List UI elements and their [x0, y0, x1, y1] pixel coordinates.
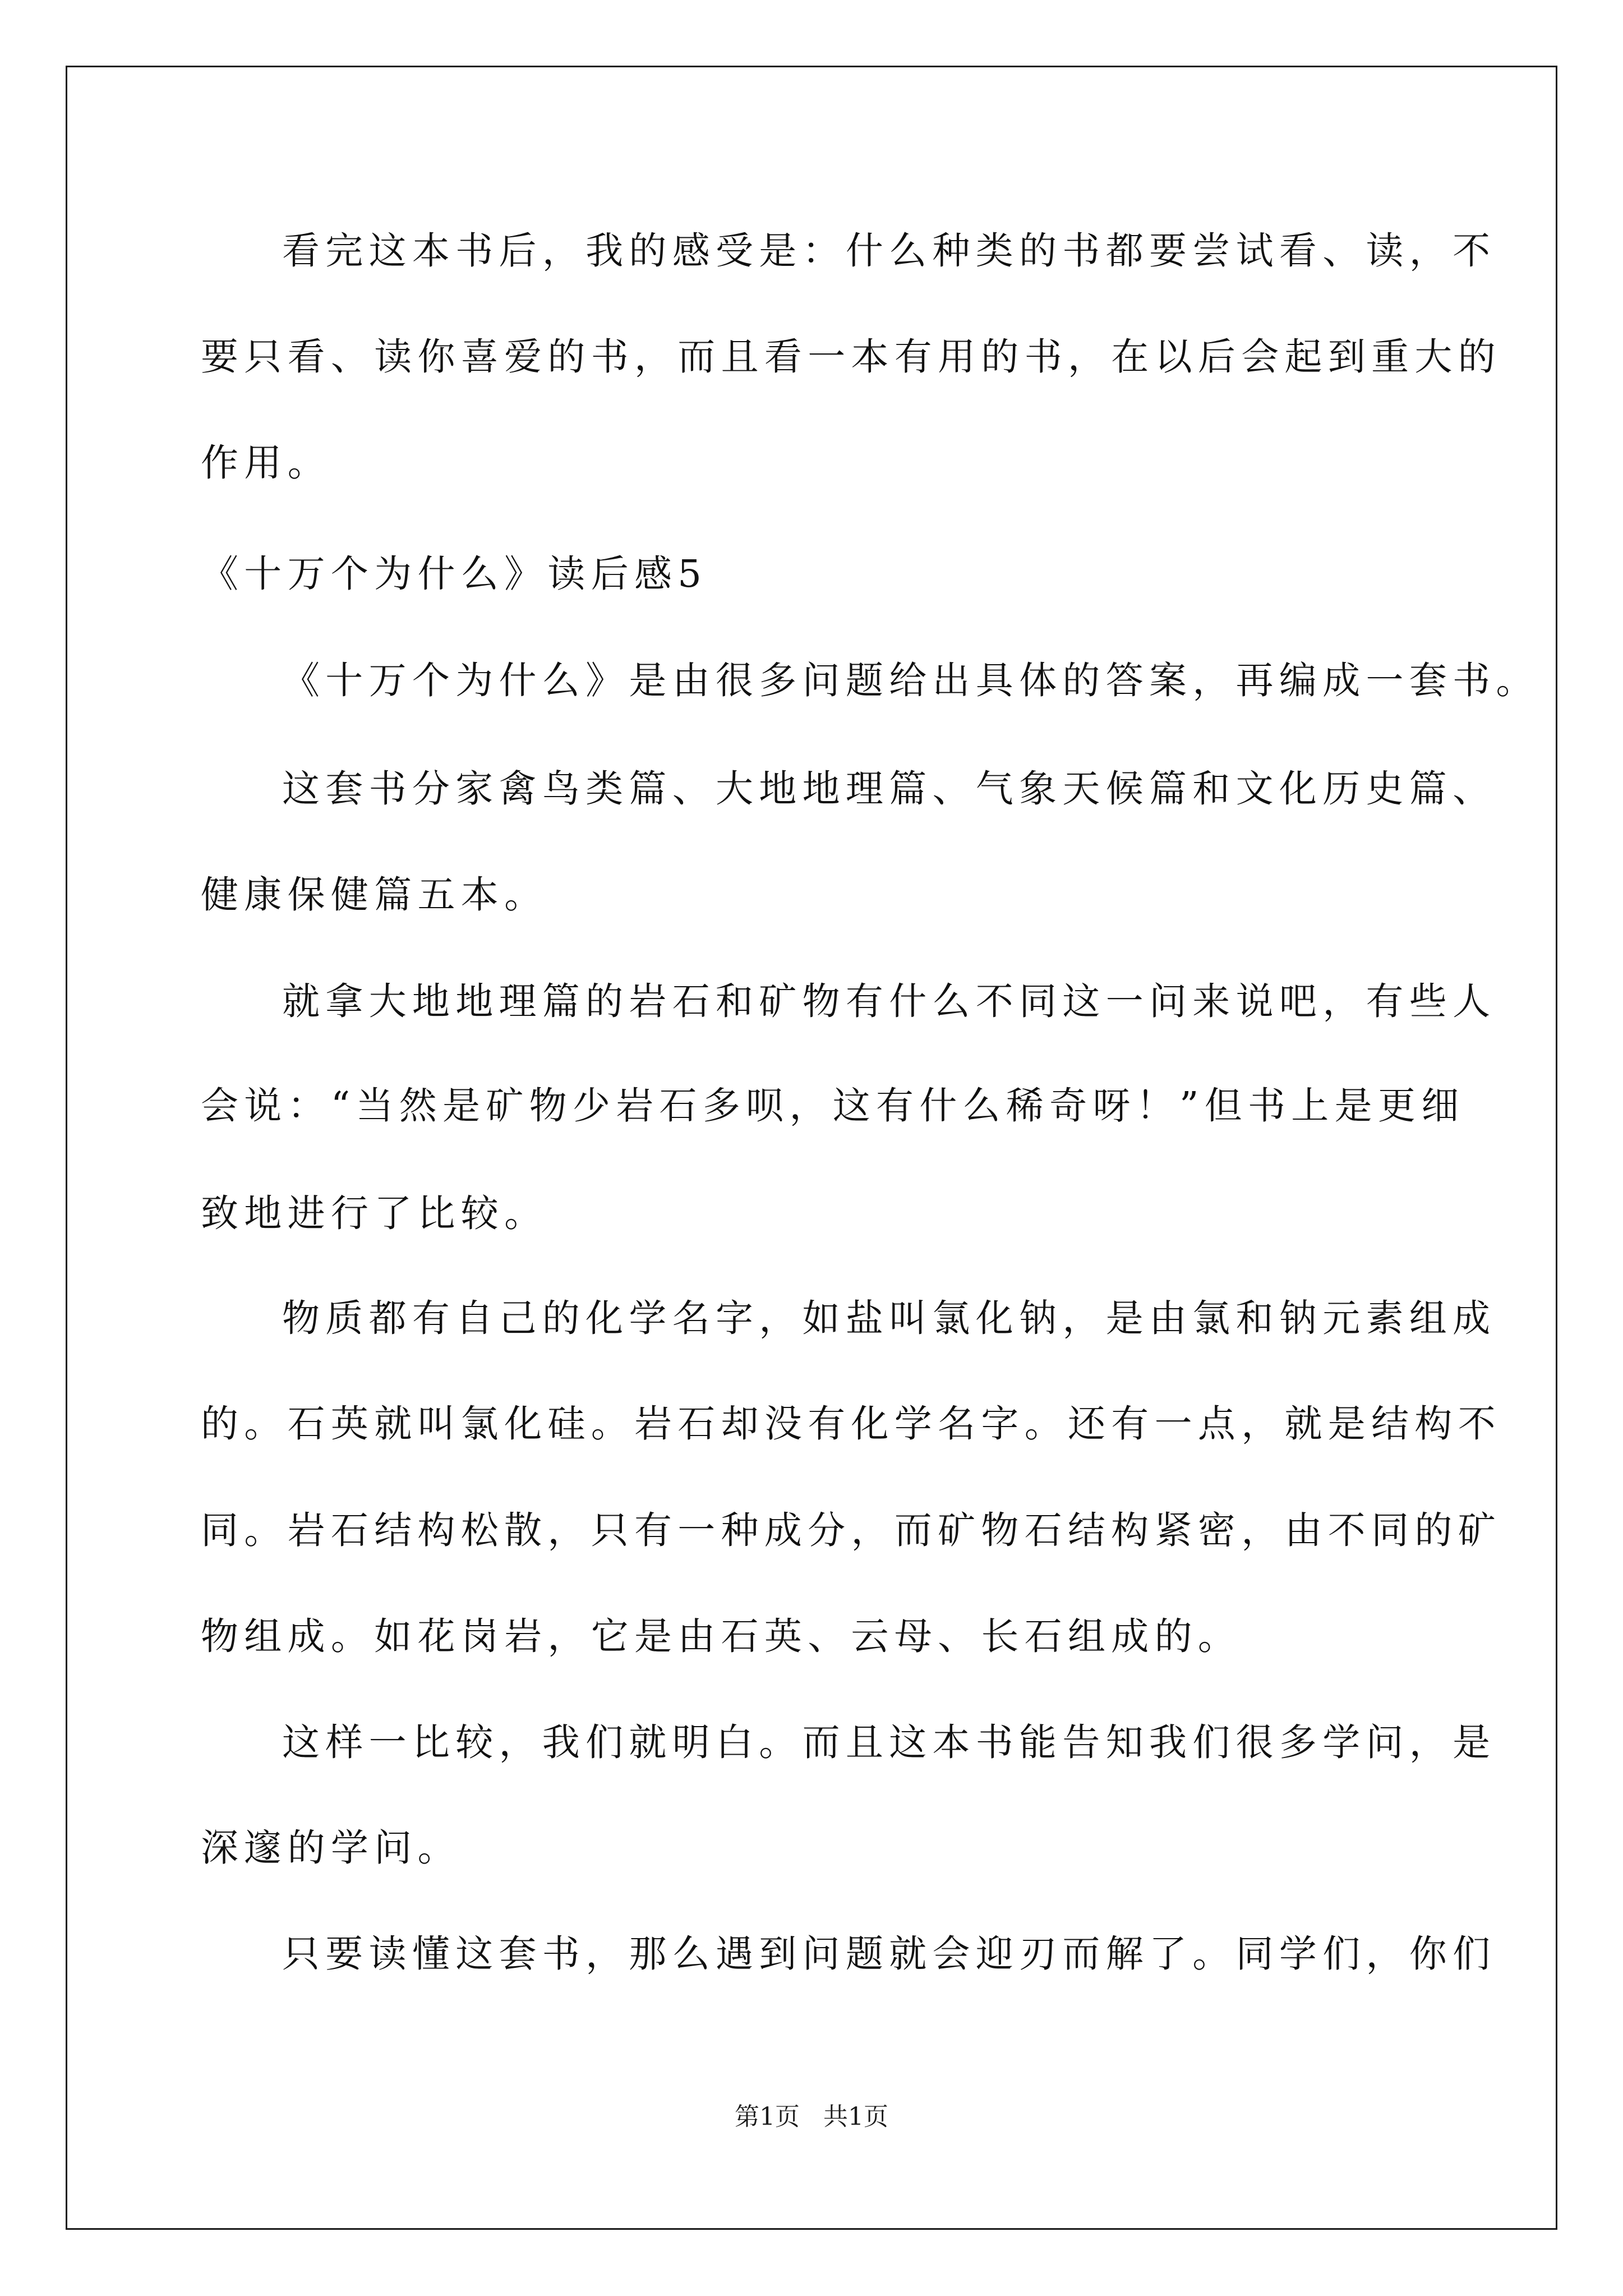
- paragraph-line: 的。石英就叫氯化硅。岩石却没有化学名字。还有一点，就是结构不: [201, 1402, 1501, 1446]
- paragraph-line: 只要读懂这套书，那么遇到问题就会迎刃而解了。同学们，你们: [282, 1932, 1496, 1976]
- paragraph-line: 致地进行了比较。: [201, 1191, 548, 1235]
- paragraph-line: 看完这本书后，我的感受是：什么种类的书都要尝试看、读，不: [282, 229, 1496, 273]
- paragraph-line: 这套书分家禽鸟类篇、大地地理篇、气象天候篇和文化历史篇、: [282, 767, 1496, 811]
- paragraph-line: 同。岩石结构松散，只有一种成分，而矿物石结构紧密，由不同的矿: [201, 1508, 1501, 1552]
- paragraph-line: 深邃的学问。: [201, 1826, 461, 1870]
- paragraph-line: 作用。: [201, 441, 331, 485]
- page-border: [66, 66, 1557, 2230]
- paragraph-line: 物组成。如花岗岩，它是由石英、云母、长石组成的。: [201, 1614, 1242, 1658]
- page-number-footer: 第1页 共1页: [735, 2102, 888, 2131]
- paragraph-line: 会说：“当然是矿物少岩石多呗，这有什么稀奇呀！”但书上是更细: [201, 1084, 1465, 1128]
- paragraph-line: 健康保健篇五本。: [201, 873, 548, 917]
- paragraph-line: 就拿大地地理篇的岩石和矿物有什么不同这一问来说吧，有些人: [282, 979, 1496, 1023]
- paragraph-line: 这样一比较，我们就明白。而且这本书能告知我们很多学问，是: [282, 1720, 1496, 1764]
- paragraph-line: 物质都有自己的化学名字，如盐叫氯化钠，是由氯和钠元素组成: [282, 1296, 1496, 1340]
- paragraph-line: 要只看、读你喜爱的书，而且看一本有用的书，在以后会起到重大的: [201, 335, 1501, 379]
- paragraph-line: 《十万个为什么》是由很多问题给出具体的答案，再编成一套书。: [282, 659, 1539, 702]
- section-heading: 《十万个为什么》读后感5: [201, 552, 708, 596]
